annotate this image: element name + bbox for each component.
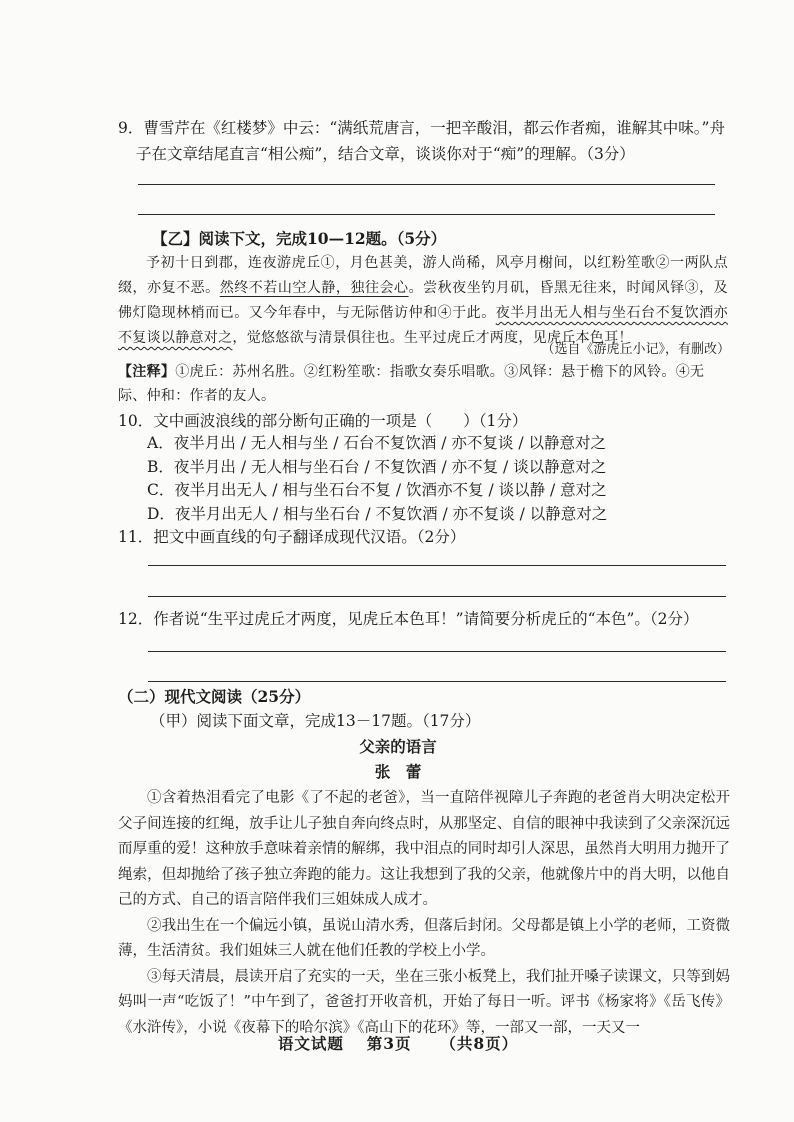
question-9-line-2: 子在文章结尾直言“相公痴”，结合文章，谈谈你对于“痴”的理解。（3分） (136, 145, 635, 163)
answer-line-12b[interactable] (148, 681, 726, 682)
notes-label: 【注释】 (118, 364, 176, 380)
option-d[interactable]: D．夜半月出无人 / 相与坐石台 / 不复饮酒 / 亦不复谈 / 以静意对之 (147, 504, 608, 523)
answer-line-9b[interactable] (138, 214, 715, 215)
modern-section-heading: （二）现代文阅读（25分） (118, 687, 311, 706)
article-author: 张 蕾 (374, 762, 422, 781)
straight-underlined-sentence: 然终不若山空人静，独往会心 (219, 280, 409, 296)
modern-sub-heading: （甲）阅读下面文章，完成13－17题。（17分） (150, 712, 481, 730)
footer-total-pages: （共8页） (440, 1034, 519, 1053)
option-b[interactable]: B．夜半月出 / 无人相与坐石台 / 不复饮酒 / 亦不复 / 谈以静意对之 (147, 457, 607, 476)
classical-passage (118, 251, 728, 351)
article-paragraph-2: ②我出生在一个偏远小镇，虽说山清水秀，但落后封闭。父母都是镇上小学的老师，工资微薄，生活清贫。我们姐妹三人就在他们任教的学校上小学。 (118, 917, 730, 959)
wavy-underlined-sentence: 夜半月出无人相与坐石台不复饮酒亦不复谈以静意对之 (118, 305, 728, 346)
notes-text: ①虎丘：苏州名胜。②红粉笙歌：指歌女奏乐唱歌。③风铎：悬于檐下的风铃。④无际、仲和：作者的友人。 (118, 364, 705, 404)
section-yi-heading: 【乙】阅读下文，完成10—12题。（5分） (152, 229, 447, 248)
question-9-line-1: 9．曹雪芹在《红楼梦》中云：“满纸荒唐言，一把辛酸泪，都云作者痴，谁解其中味。”舟 (118, 119, 725, 137)
question-10-stem: 10．文中画波浪线的部分断句正确的一项是（ ）（1分） (118, 412, 528, 430)
article-paragraph-3: ③每天清晨，晨读开启了充实的一天，坐在三张小板凳上，我们扯开嗓子读课文，只等到妈妈叫一声“吃饭了！”中午到了，爸爸打开收音机，开始了每日一听。评书《杨家将》《岳飞传》《水浒传》，小说《夜幕下的哈尔滨》《高山下的花环》等，一部又一部，一天又一 (118, 968, 730, 1036)
question-12-stem: 12．作者说“生平过虎丘才两度，见虎丘本色耳！”请简要分析虎丘的“本色”。（2分） (118, 610, 699, 628)
answer-line-9a[interactable] (138, 184, 715, 185)
article-title: 父亲的语言 (359, 737, 437, 756)
question-10-options (147, 432, 727, 526)
article-body (118, 786, 730, 1043)
answer-line-11b[interactable] (148, 596, 726, 597)
option-a[interactable]: A．夜半月出 / 无人相与坐 / 石台不复饮酒 / 亦不复谈 / 以静意对之 (147, 434, 607, 452)
passage-text-c: 。尝秋夜坐钓月矶，昏黑无往来，时闻风铎③，及佛灯隐现林梢而已。又今年春中，与无际偕访仲和④于此。 (118, 280, 728, 321)
article-paragraph-1: ①含着热泪看完了电影《了不起的老爸》，当一直陪伴视障儿子奔跑的老爸肖大明决定松开父子间连接的红绳，放手让儿子独自奔向终点时，从那坚定、自信的眼神中我读到了父亲深沉远而厚重的爱！这种放手意味着亲情的解绑，我中泪点的同时却引人深思，虽然肖大明用力抛开了绳索，但却抛给了孩子独立奔跑的能力。这让我想到了我的父亲，他就像片中的肖大明，以他自己的方式、自己的语言陪伴我们三姐妹成人成才。 (118, 790, 730, 908)
answer-line-11a[interactable] (148, 565, 726, 566)
passage-source: （选自《游虎丘小记》，有删改） (541, 342, 730, 357)
option-c[interactable]: C．夜半月出无人 / 相与坐石台不复 / 饮酒亦不复 / 谈以静 / 意对之 (147, 481, 607, 499)
question-9 (118, 115, 730, 167)
footer-subject: 语文试题 (277, 1034, 344, 1053)
footer-page-number: 第3页 (366, 1034, 412, 1053)
answer-line-12a[interactable] (148, 651, 726, 652)
notes (118, 360, 728, 408)
passage-text-a: 予初十日到郡，连夜游虎丘①，月色甚美，游人尚稀，风亭月榭间，以红粉笙歌②一两队点缀，亦复不恶。 (118, 255, 728, 296)
question-11-stem: 11．把文中画直线的句子翻译成现代汉语。（2分） (118, 528, 466, 546)
passage-text-e: ，觉悠悠欲与清景俱往也。生平过虎丘才两度，见虎丘本色耳！ (232, 330, 633, 346)
page-footer (118, 1032, 678, 1054)
